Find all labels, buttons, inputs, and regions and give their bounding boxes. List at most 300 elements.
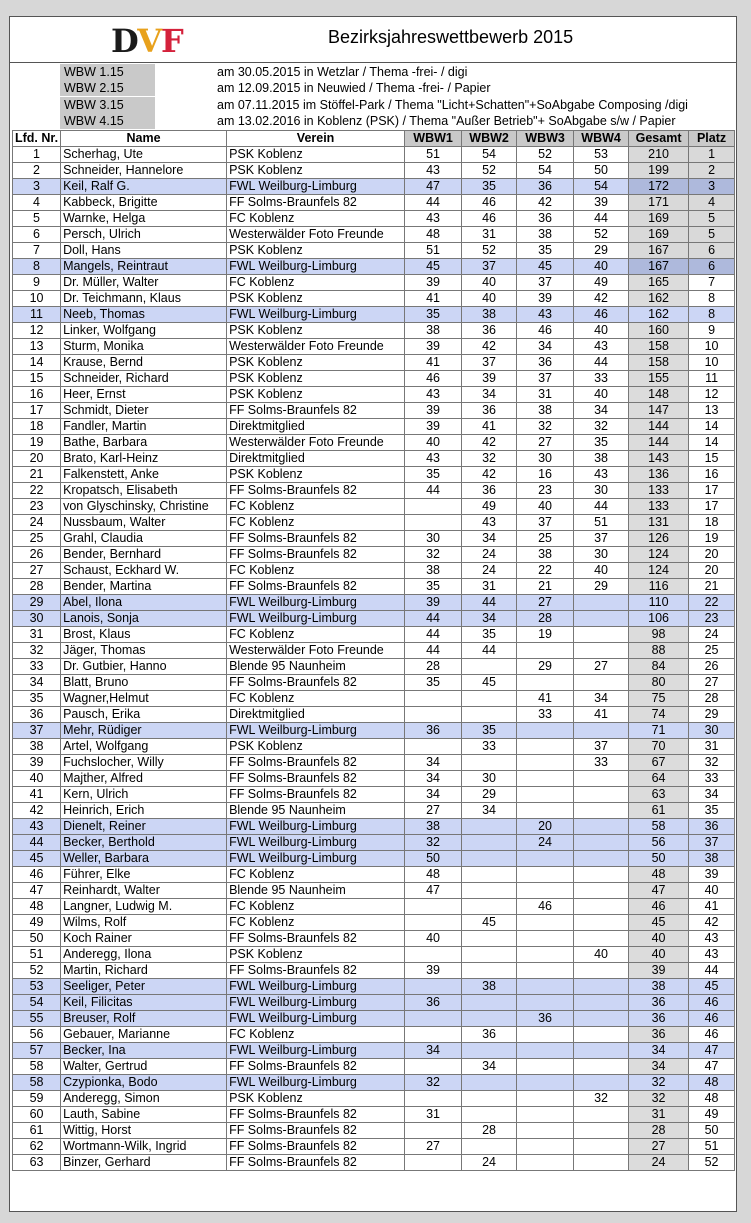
cell-verein: FC Koblenz — [227, 275, 405, 291]
cell-wbw3: 30 — [517, 451, 574, 467]
table-row — [13, 707, 735, 723]
cell-verein: PSK Koblenz — [227, 355, 405, 371]
cell-wbw1: 34 — [405, 1043, 462, 1059]
cell-nr: 63 — [13, 1155, 61, 1171]
cell-wbw4 — [574, 851, 629, 867]
cell-wbw2: 52 — [462, 163, 517, 179]
cell-name: Lauth, Sabine — [61, 1107, 227, 1123]
cell-platz: 45 — [689, 979, 735, 995]
cell-wbw1 — [405, 691, 462, 707]
cell-gesamt: 50 — [629, 851, 689, 867]
cell-wbw3 — [517, 963, 574, 979]
cell-platz: 5 — [689, 227, 735, 243]
cell-wbw1 — [405, 739, 462, 755]
cell-wbw3 — [517, 1059, 574, 1075]
cell-verein: FF Solms-Braunfels 82 — [227, 931, 405, 947]
cell-wbw2: 36 — [462, 323, 517, 339]
cell-platz: 25 — [689, 643, 735, 659]
cell-wbw4 — [574, 803, 629, 819]
cell-wbw4: 44 — [574, 499, 629, 515]
table-row — [13, 611, 735, 627]
competition-label: WBW 4.15 — [60, 113, 155, 129]
cell-name: Scherhag, Ute — [61, 147, 227, 163]
cell-wbw2: 24 — [462, 1155, 517, 1171]
table-row — [13, 1043, 735, 1059]
cell-wbw1: 47 — [405, 883, 462, 899]
cell-name: Walter, Gertrud — [61, 1059, 227, 1075]
cell-wbw3: 33 — [517, 707, 574, 723]
cell-wbw1: 35 — [405, 579, 462, 595]
cell-wbw2: 52 — [462, 243, 517, 259]
competition-item — [60, 113, 726, 129]
table-row — [13, 1107, 735, 1123]
cell-wbw3 — [517, 1123, 574, 1139]
cell-wbw3 — [517, 947, 574, 963]
cell-nr: 51 — [13, 947, 61, 963]
cell-wbw1: 38 — [405, 819, 462, 835]
table-row — [13, 1091, 735, 1107]
table-row — [13, 835, 735, 851]
cell-nr: 55 — [13, 1011, 61, 1027]
cell-platz: 20 — [689, 547, 735, 563]
cell-wbw1: 39 — [405, 339, 462, 355]
cell-wbw3: 28 — [517, 611, 574, 627]
cell-verein: FC Koblenz — [227, 867, 405, 883]
cell-name: Keil, Ralf G. — [61, 179, 227, 195]
cell-nr: 48 — [13, 899, 61, 915]
table-row — [13, 915, 735, 931]
cell-nr: 32 — [13, 643, 61, 659]
cell-gesamt: 31 — [629, 1107, 689, 1123]
column-header-wbw1: WBW1 — [405, 131, 462, 147]
cell-wbw1 — [405, 1011, 462, 1027]
cell-verein: PSK Koblenz — [227, 371, 405, 387]
cell-wbw4: 54 — [574, 179, 629, 195]
cell-gesamt: 131 — [629, 515, 689, 531]
cell-wbw2: 38 — [462, 307, 517, 323]
cell-nr: 9 — [13, 275, 61, 291]
table-row — [13, 435, 735, 451]
cell-wbw3: 29 — [517, 659, 574, 675]
cell-nr: 52 — [13, 963, 61, 979]
cell-gesamt: 27 — [629, 1139, 689, 1155]
cell-wbw1: 36 — [405, 995, 462, 1011]
cell-nr: 2 — [13, 163, 61, 179]
cell-wbw2 — [462, 1011, 517, 1027]
cell-platz: 31 — [689, 739, 735, 755]
cell-platz: 41 — [689, 899, 735, 915]
cell-wbw2 — [462, 835, 517, 851]
cell-gesamt: 36 — [629, 995, 689, 1011]
cell-wbw3: 46 — [517, 899, 574, 915]
cell-wbw3 — [517, 883, 574, 899]
cell-wbw3 — [517, 739, 574, 755]
cell-wbw3: 36 — [517, 211, 574, 227]
cell-gesamt: 144 — [629, 419, 689, 435]
column-header-gesamt: Gesamt — [629, 131, 689, 147]
cell-verein: FWL Weilburg-Limburg — [227, 307, 405, 323]
cell-verein: Blende 95 Naunheim — [227, 659, 405, 675]
cell-nr: 41 — [13, 787, 61, 803]
cell-verein: FF Solms-Braunfels 82 — [227, 531, 405, 547]
cell-wbw1 — [405, 915, 462, 931]
cell-wbw4 — [574, 723, 629, 739]
cell-gesamt: 67 — [629, 755, 689, 771]
cell-verein: PSK Koblenz — [227, 1091, 405, 1107]
cell-nr: 12 — [13, 323, 61, 339]
table-row — [13, 627, 735, 643]
cell-wbw1: 28 — [405, 659, 462, 675]
cell-wbw3: 35 — [517, 243, 574, 259]
cell-wbw4: 40 — [574, 323, 629, 339]
table-row — [13, 1075, 735, 1091]
cell-wbw3 — [517, 1027, 574, 1043]
cell-verein: FF Solms-Braunfels 82 — [227, 771, 405, 787]
cell-name: Grahl, Claudia — [61, 531, 227, 547]
cell-gesamt: 169 — [629, 227, 689, 243]
cell-wbw2: 30 — [462, 771, 517, 787]
cell-gesamt: 106 — [629, 611, 689, 627]
cell-platz: 34 — [689, 787, 735, 803]
cell-wbw3: 42 — [517, 195, 574, 211]
cell-wbw4: 30 — [574, 483, 629, 499]
cell-name: Fuchslocher, Willy — [61, 755, 227, 771]
cell-gesamt: 80 — [629, 675, 689, 691]
cell-wbw2: 36 — [462, 403, 517, 419]
cell-name: Schneider, Hannelore — [61, 163, 227, 179]
cell-verein: Direktmitglied — [227, 451, 405, 467]
cell-wbw2: 45 — [462, 675, 517, 691]
table-row — [13, 227, 735, 243]
table-row — [13, 643, 735, 659]
cell-name: Brato, Karl-Heinz — [61, 451, 227, 467]
cell-wbw3 — [517, 787, 574, 803]
cell-wbw2: 32 — [462, 451, 517, 467]
cell-wbw1: 41 — [405, 355, 462, 371]
cell-nr: 61 — [13, 1123, 61, 1139]
cell-verein: FF Solms-Braunfels 82 — [227, 483, 405, 499]
cell-wbw4: 50 — [574, 163, 629, 179]
cell-wbw3: 46 — [517, 323, 574, 339]
cell-verein: Westerwälder Foto Freunde — [227, 435, 405, 451]
table-row — [13, 595, 735, 611]
cell-platz: 10 — [689, 355, 735, 371]
table-row — [13, 371, 735, 387]
cell-gesamt: 162 — [629, 307, 689, 323]
cell-nr: 58 — [13, 1059, 61, 1075]
cell-wbw1: 35 — [405, 675, 462, 691]
cell-gesamt: 116 — [629, 579, 689, 595]
cell-wbw3: 43 — [517, 307, 574, 323]
cell-wbw2 — [462, 659, 517, 675]
cell-wbw2: 35 — [462, 627, 517, 643]
cell-wbw3: 45 — [517, 259, 574, 275]
cell-gesamt: 98 — [629, 627, 689, 643]
cell-nr: 13 — [13, 339, 61, 355]
cell-verein: FC Koblenz — [227, 211, 405, 227]
cell-name: Warnke, Helga — [61, 211, 227, 227]
cell-name: Anderegg, Simon — [61, 1091, 227, 1107]
cell-wbw2: 31 — [462, 227, 517, 243]
table-row — [13, 739, 735, 755]
cell-platz: 47 — [689, 1059, 735, 1075]
cell-name: Becker, Berthold — [61, 835, 227, 851]
cell-wbw2 — [462, 691, 517, 707]
cell-name: Linker, Wolfgang — [61, 323, 227, 339]
cell-wbw2 — [462, 899, 517, 915]
cell-wbw2: 36 — [462, 1027, 517, 1043]
cell-verein: FF Solms-Braunfels 82 — [227, 579, 405, 595]
cell-wbw2: 34 — [462, 803, 517, 819]
cell-nr: 37 — [13, 723, 61, 739]
cell-name: Keil, Filicitas — [61, 995, 227, 1011]
cell-platz: 8 — [689, 291, 735, 307]
cell-wbw2: 54 — [462, 147, 517, 163]
cell-wbw3: 38 — [517, 547, 574, 563]
cell-nr: 45 — [13, 851, 61, 867]
cell-name: Blatt, Bruno — [61, 675, 227, 691]
table-row — [13, 899, 735, 915]
cell-name: Mehr, Rüdiger — [61, 723, 227, 739]
cell-nr: 1 — [13, 147, 61, 163]
cell-verein: FWL Weilburg-Limburg — [227, 1011, 405, 1027]
table-row — [13, 787, 735, 803]
cell-platz: 5 — [689, 211, 735, 227]
cell-verein: FF Solms-Braunfels 82 — [227, 1123, 405, 1139]
cell-gesamt: 40 — [629, 947, 689, 963]
cell-name: Wortmann-Wilk, Ingrid — [61, 1139, 227, 1155]
cell-gesamt: 160 — [629, 323, 689, 339]
cell-wbw4 — [574, 867, 629, 883]
dvf-logo: DVF — [111, 22, 183, 60]
cell-wbw2: 44 — [462, 643, 517, 659]
cell-nr: 17 — [13, 403, 61, 419]
cell-wbw3: 38 — [517, 403, 574, 419]
cell-wbw1 — [405, 1155, 462, 1171]
cell-wbw4: 49 — [574, 275, 629, 291]
cell-platz: 17 — [689, 499, 735, 515]
cell-wbw1: 43 — [405, 211, 462, 227]
cell-wbw4: 51 — [574, 515, 629, 531]
cell-gesamt: 47 — [629, 883, 689, 899]
cell-verein: FC Koblenz — [227, 899, 405, 915]
cell-nr: 10 — [13, 291, 61, 307]
cell-nr: 47 — [13, 883, 61, 899]
table-row — [13, 355, 735, 371]
table-header-row — [13, 131, 735, 147]
cell-platz: 36 — [689, 819, 735, 835]
cell-wbw1: 32 — [405, 547, 462, 563]
cell-wbw3 — [517, 995, 574, 1011]
cell-wbw3: 27 — [517, 595, 574, 611]
table-row — [13, 1123, 735, 1139]
cell-wbw4 — [574, 1155, 629, 1171]
cell-name: Kabbeck, Brigitte — [61, 195, 227, 211]
cell-nr: 42 — [13, 803, 61, 819]
cell-name: Gebauer, Marianne — [61, 1027, 227, 1043]
cell-verein: Blende 95 Naunheim — [227, 883, 405, 899]
cell-gesamt: 39 — [629, 963, 689, 979]
cell-wbw1: 45 — [405, 259, 462, 275]
cell-gesamt: 158 — [629, 339, 689, 355]
cell-platz: 48 — [689, 1075, 735, 1091]
cell-name: Mangels, Reintraut — [61, 259, 227, 275]
cell-gesamt: 172 — [629, 179, 689, 195]
cell-wbw4: 33 — [574, 371, 629, 387]
cell-wbw1: 50 — [405, 851, 462, 867]
cell-name: Bender, Bernhard — [61, 547, 227, 563]
cell-nr: 11 — [13, 307, 61, 323]
cell-wbw4: 32 — [574, 1091, 629, 1107]
cell-wbw2 — [462, 867, 517, 883]
cell-gesamt: 46 — [629, 899, 689, 915]
cell-gesamt: 64 — [629, 771, 689, 787]
cell-nr: 24 — [13, 515, 61, 531]
cell-wbw2: 42 — [462, 339, 517, 355]
table-row — [13, 723, 735, 739]
cell-wbw3 — [517, 851, 574, 867]
cell-name: Majther, Alfred — [61, 771, 227, 787]
cell-wbw1: 48 — [405, 227, 462, 243]
cell-name: Bathe, Barbara — [61, 435, 227, 451]
cell-wbw1: 39 — [405, 403, 462, 419]
cell-wbw1: 36 — [405, 723, 462, 739]
cell-wbw2 — [462, 755, 517, 771]
cell-wbw3 — [517, 803, 574, 819]
cell-gesamt: 36 — [629, 1027, 689, 1043]
cell-wbw1: 39 — [405, 419, 462, 435]
cell-name: Czypionka, Bodo — [61, 1075, 227, 1091]
cell-wbw2: 41 — [462, 419, 517, 435]
cell-gesamt: 124 — [629, 547, 689, 563]
cell-platz: 46 — [689, 995, 735, 1011]
cell-verein: FF Solms-Braunfels 82 — [227, 403, 405, 419]
cell-wbw2: 33 — [462, 739, 517, 755]
cell-wbw3: 31 — [517, 387, 574, 403]
cell-wbw4 — [574, 771, 629, 787]
cell-name: Reinhardt, Walter — [61, 883, 227, 899]
cell-wbw1: 46 — [405, 371, 462, 387]
cell-platz: 46 — [689, 1027, 735, 1043]
cell-verein: PSK Koblenz — [227, 387, 405, 403]
cell-nr: 60 — [13, 1107, 61, 1123]
cell-wbw4: 33 — [574, 755, 629, 771]
cell-nr: 23 — [13, 499, 61, 515]
cell-platz: 17 — [689, 483, 735, 499]
cell-name: Lanois, Sonja — [61, 611, 227, 627]
cell-nr: 18 — [13, 419, 61, 435]
cell-wbw1 — [405, 979, 462, 995]
cell-platz: 19 — [689, 531, 735, 547]
cell-name: Neeb, Thomas — [61, 307, 227, 323]
cell-verein: FWL Weilburg-Limburg — [227, 723, 405, 739]
cell-nr: 57 — [13, 1043, 61, 1059]
cell-platz: 10 — [689, 339, 735, 355]
competition-description: am 13.02.2016 in Koblenz (PSK) / Thema "Außer Betrieb"+ SoAbgabe s/w / Papier — [217, 114, 676, 128]
cell-platz: 49 — [689, 1107, 735, 1123]
cell-wbw2 — [462, 947, 517, 963]
cell-platz: 21 — [689, 579, 735, 595]
cell-platz: 37 — [689, 835, 735, 851]
cell-wbw3: 54 — [517, 163, 574, 179]
cell-nr: 20 — [13, 451, 61, 467]
cell-wbw3: 25 — [517, 531, 574, 547]
competition-label: WBW 1.15 — [60, 64, 155, 80]
cell-name: Breuser, Rolf — [61, 1011, 227, 1027]
cell-wbw2: 31 — [462, 579, 517, 595]
cell-wbw2: 34 — [462, 1059, 517, 1075]
cell-nr: 8 — [13, 259, 61, 275]
cell-wbw3 — [517, 1107, 574, 1123]
table-row — [13, 995, 735, 1011]
cell-verein: FC Koblenz — [227, 499, 405, 515]
cell-wbw4 — [574, 787, 629, 803]
cell-verein: FWL Weilburg-Limburg — [227, 851, 405, 867]
cell-platz: 35 — [689, 803, 735, 819]
cell-wbw3: 21 — [517, 579, 574, 595]
table-row — [13, 291, 735, 307]
cell-name: Bender, Martina — [61, 579, 227, 595]
cell-wbw3 — [517, 1075, 574, 1091]
cell-platz: 14 — [689, 419, 735, 435]
cell-nr: 35 — [13, 691, 61, 707]
cell-wbw4: 29 — [574, 243, 629, 259]
cell-wbw4 — [574, 1059, 629, 1075]
cell-wbw2: 42 — [462, 467, 517, 483]
cell-verein: FWL Weilburg-Limburg — [227, 819, 405, 835]
cell-gesamt: 28 — [629, 1123, 689, 1139]
cell-wbw4: 43 — [574, 467, 629, 483]
cell-gesamt: 126 — [629, 531, 689, 547]
cell-gesamt: 124 — [629, 563, 689, 579]
cell-gesamt: 171 — [629, 195, 689, 211]
cell-gesamt: 169 — [629, 211, 689, 227]
cell-nr: 6 — [13, 227, 61, 243]
cell-wbw4: 30 — [574, 547, 629, 563]
cell-wbw1: 32 — [405, 835, 462, 851]
cell-wbw4: 40 — [574, 259, 629, 275]
cell-name: Schneider, Richard — [61, 371, 227, 387]
cell-gesamt: 34 — [629, 1043, 689, 1059]
cell-name: Wittig, Horst — [61, 1123, 227, 1139]
cell-wbw1: 44 — [405, 611, 462, 627]
cell-verein: FF Solms-Braunfels 82 — [227, 547, 405, 563]
column-header-name: Name — [61, 131, 227, 147]
cell-name: Seeliger, Peter — [61, 979, 227, 995]
cell-wbw1: 40 — [405, 931, 462, 947]
cell-wbw2 — [462, 1043, 517, 1059]
cell-gesamt: 165 — [629, 275, 689, 291]
cell-verein: PSK Koblenz — [227, 163, 405, 179]
cell-wbw3: 27 — [517, 435, 574, 451]
cell-wbw2: 34 — [462, 387, 517, 403]
cell-verein: FWL Weilburg-Limburg — [227, 611, 405, 627]
cell-nr: 4 — [13, 195, 61, 211]
cell-verein: PSK Koblenz — [227, 947, 405, 963]
cell-nr: 40 — [13, 771, 61, 787]
cell-nr: 5 — [13, 211, 61, 227]
cell-platz: 20 — [689, 563, 735, 579]
cell-gesamt: 58 — [629, 819, 689, 835]
cell-wbw1: 27 — [405, 1139, 462, 1155]
cell-wbw4 — [574, 1123, 629, 1139]
table-row — [13, 451, 735, 467]
cell-wbw2: 24 — [462, 563, 517, 579]
cell-wbw4 — [574, 643, 629, 659]
cell-nr: 43 — [13, 819, 61, 835]
cell-verein: FWL Weilburg-Limburg — [227, 595, 405, 611]
cell-wbw4: 40 — [574, 563, 629, 579]
